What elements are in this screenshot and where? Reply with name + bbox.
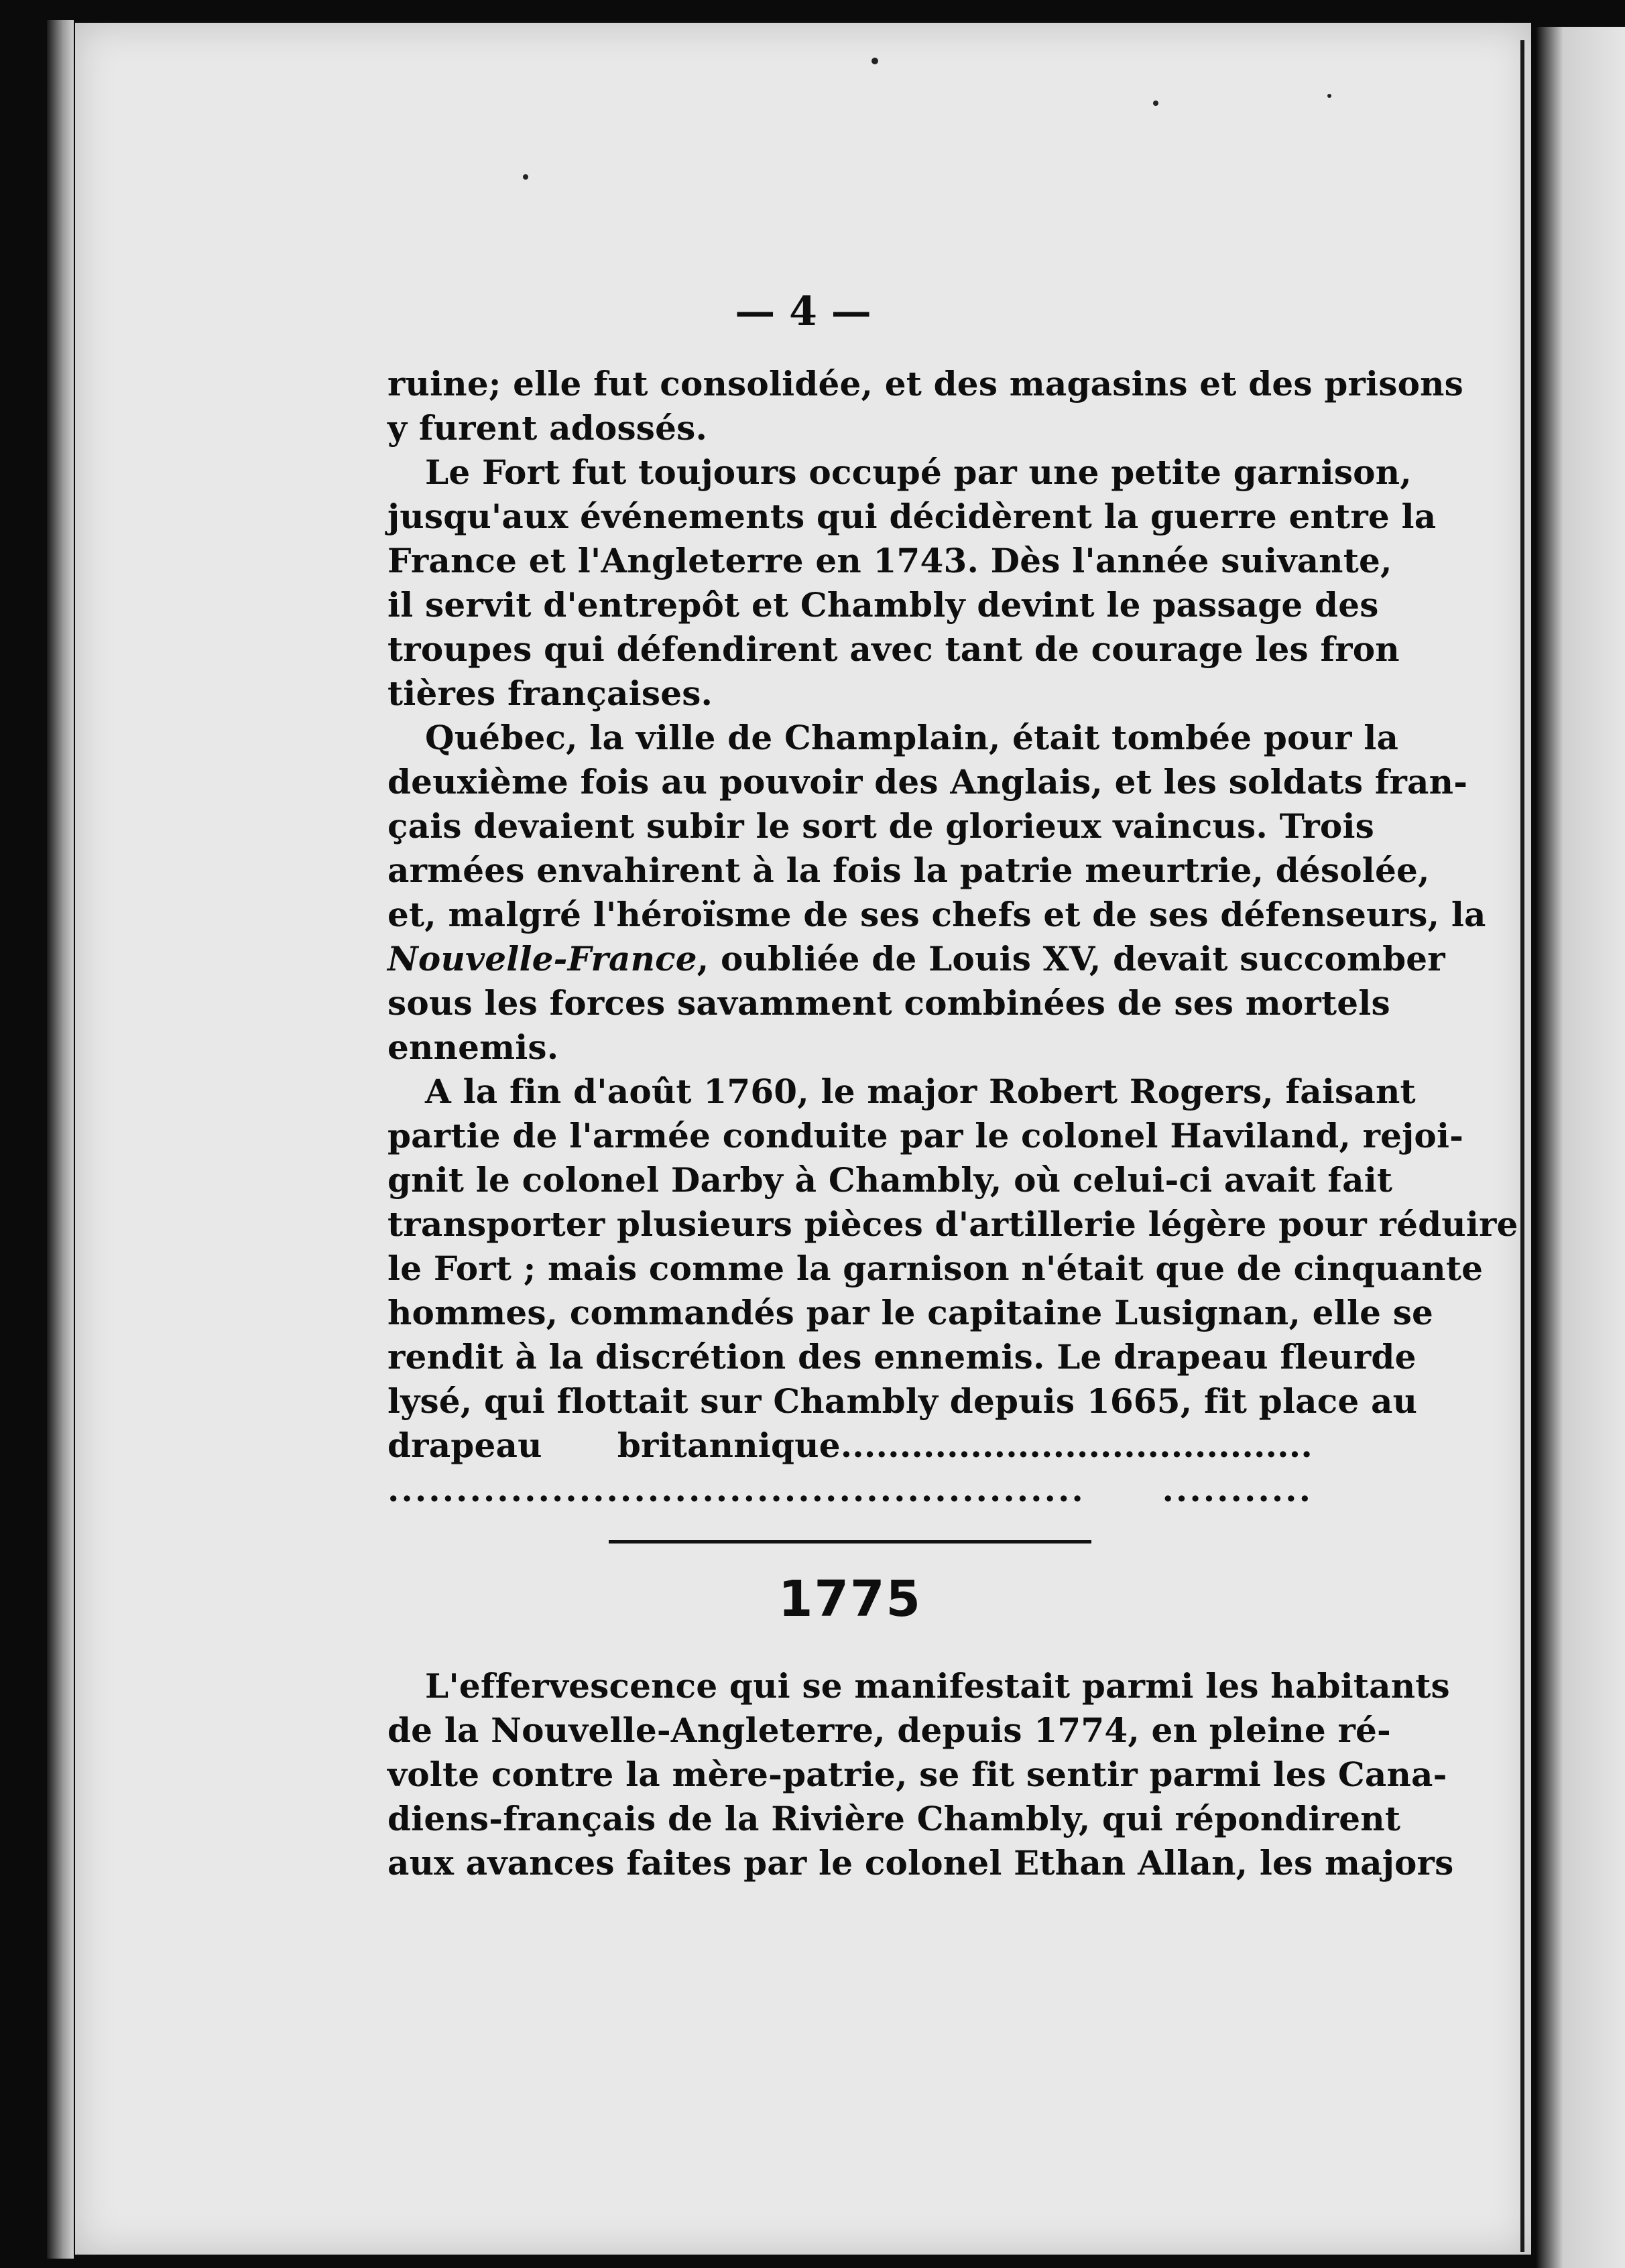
text-line: il servit d'entrepôt et Chambly devint le passage des	[387, 585, 1379, 625]
text-line: L'effervescence qui se manifestait parmi les habitants	[425, 1666, 1450, 1706]
page-gutter	[1520, 40, 1524, 2252]
page-number: — 4 —	[735, 288, 871, 335]
text-line: tières françaises.	[387, 674, 713, 713]
paragraph-1	[387, 362, 1464, 450]
paragraph-4	[387, 1070, 1518, 1512]
text-line: Québec, la ville de Champlain, était tombée pour la	[425, 718, 1399, 757]
text-line: aux avances faites par le colonel Ethan Allan, les majors	[387, 1843, 1454, 1883]
scan-speck	[1327, 94, 1331, 98]
page-text	[387, 288, 1518, 1885]
text-line: volte contre la mère-patrie, se fit sentir parmi les Cana-	[387, 1755, 1447, 1794]
text-line: partie de l'armée conduite par le colonel Haviland, rejoi-	[387, 1116, 1464, 1155]
text-line: le Fort ; mais comme la garnison n'était que de cinquante	[387, 1249, 1484, 1288]
text-line: troupes qui défendirent avec tant de courage les fron	[387, 629, 1400, 669]
text-line: hommes, commandés par le capitaine Lusignan, elle se	[387, 1293, 1434, 1332]
text-line: jusqu'aux événements qui décidèrent la guerre entre la	[387, 497, 1437, 536]
text-line: diens-français de la Rivière Chambly, qui répondirent	[387, 1799, 1401, 1838]
text-line: armées envahirent à la fois la patrie meurtrie, désolée,	[387, 850, 1430, 890]
scan-speck	[871, 58, 878, 64]
text-line: ennemis.	[387, 1027, 559, 1067]
text-line: drapeau britannique........................................	[387, 1426, 1313, 1465]
text-line: y furent adossés.	[387, 408, 708, 448]
text-line: transporter plusieurs pièces d'artillerie légère pour réduire	[387, 1204, 1518, 1244]
text-line: deuxième fois au pouvoir des Anglais, et les soldats fran-	[387, 762, 1468, 802]
text-line: sous les forces savamment combinées de ses mortels	[387, 983, 1390, 1023]
paragraph-2	[387, 450, 1437, 716]
text-line: et, malgré l'héroïsme de ses chefs et de ses défenseurs, la	[387, 895, 1486, 934]
text-line: gnit le colonel Darby à Chambly, où celui-ci avait fait	[387, 1160, 1393, 1200]
section-heading: 1775	[778, 1570, 922, 1628]
text-line: ruine; elle fut consolidée, et des magasins et des prisons	[387, 364, 1464, 403]
italic-place-name: Nouvelle-France	[387, 939, 697, 979]
scan-speck	[1153, 101, 1158, 106]
text-line: de la Nouvelle-Angleterre, depuis 1774, en pleine ré-	[387, 1710, 1391, 1750]
dotted-leader-line: ................................................... ...........	[387, 1470, 1313, 1509]
section-divider	[609, 1540, 1091, 1544]
paragraph-5	[387, 1664, 1454, 1885]
text-line: rendit à la discrétion des ennemis. Le drapeau fleurde	[387, 1337, 1417, 1377]
paragraph-3	[387, 716, 1486, 1070]
adjacent-page-edge	[1537, 27, 1625, 2268]
text-line: Le Fort fut toujours occupé par une petite garnison,	[425, 452, 1412, 492]
text-line: France et l'Angleterre en 1743. Dès l'année suivante,	[387, 541, 1392, 580]
left-page-edge	[47, 20, 74, 2259]
text-line: çais devaient subir le sort de glorieux vaincus. Trois	[387, 806, 1375, 846]
text-line: lysé, qui flottait sur Chambly depuis 1665, fit place au	[387, 1381, 1418, 1421]
scan-speck	[523, 174, 528, 180]
text-line: Nouvelle-France, oubliée de Louis XV, devait succomber	[387, 939, 1445, 979]
text-line: A la fin d'août 1760, le major Robert Rogers, faisant	[425, 1072, 1416, 1111]
